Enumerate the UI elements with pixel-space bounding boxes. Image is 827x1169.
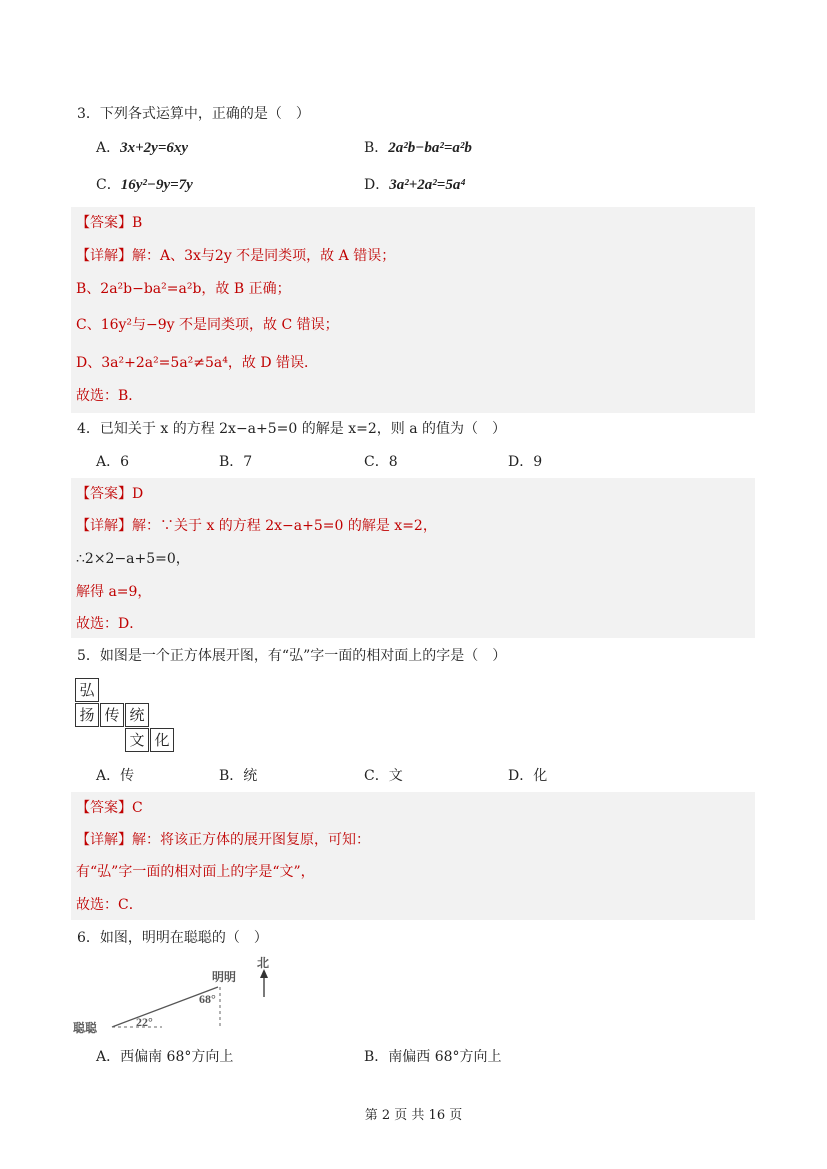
q5-answer-box	[71, 792, 755, 920]
q5-detail-line: 有“弘”字一面的相对面上的字是“文”，	[76, 864, 315, 880]
q5-option-c: C．文	[364, 768, 403, 784]
q4-stem: 4．已知关于 x 的方程 2x−a+5=0 的解是 x=2，则 a 的值为（ ）	[77, 421, 506, 437]
q4-detail-line: 【详解】解：∵关于 x 的方程 2x−a+5=0 的解是 x=2，	[76, 518, 437, 534]
net-cell: 统	[125, 703, 149, 727]
north-label: 北	[257, 956, 270, 970]
q4-option-c: C．8	[364, 454, 398, 470]
q4-answer: 【答案】D	[76, 486, 144, 502]
q4-detail-line: 解得 a=9，	[76, 584, 152, 600]
q5-stem: 5．如图是一个正方体展开图，有“弘”字一面的相对面上的字是（ ）	[77, 648, 507, 664]
q3-option-c	[96, 175, 193, 195]
q6-option-a: A．西偏南 68°方向上	[96, 1049, 234, 1065]
q3-option-c-label: C．	[96, 177, 121, 193]
q3-option-a-label: A．	[96, 140, 121, 156]
north-arrow-head	[260, 969, 268, 978]
mingming-label: 明明	[212, 970, 237, 984]
q5-option-b: B．统	[219, 768, 258, 784]
direction-figure	[70, 955, 290, 1037]
q4-detail-line: 故选：D．	[76, 616, 144, 632]
q3-option-a-expr: 3x+2y=6xy	[120, 140, 189, 156]
congcong-label: 聪聪	[73, 1021, 98, 1035]
q3-option-b	[364, 138, 472, 158]
q4-option-a: A．6	[96, 454, 130, 470]
q3-option-b-expr: 2a²b−ba²=a²b	[388, 140, 472, 156]
net-cell: 弘	[75, 678, 99, 702]
q4-answer-box	[71, 478, 755, 638]
q5-answer: 【答案】C	[76, 800, 143, 816]
q3-stem: 3．下列各式运算中，正确的是（ ）	[77, 106, 310, 122]
q5-option-d: D．化	[508, 768, 548, 784]
net-cell: 扬	[75, 703, 99, 727]
q3-option-a	[96, 138, 188, 158]
q3-option-d-label: D．	[364, 177, 390, 193]
q3-answer: 【答案】B	[76, 215, 143, 231]
q5-detail-line: 故选：C．	[76, 897, 143, 913]
q3-detail-line: 【详解】解：A、3x与2y 不是同类项，故 A 错误；	[76, 248, 396, 264]
q3-detail-line: C、16y²与−9y 不是同类项，故 C 错误；	[76, 317, 339, 333]
q5-detail-line: 【详解】解：将该正方体的展开图复原，可知：	[76, 832, 370, 848]
net-cell: 化	[150, 728, 174, 752]
angle-68-label: 68°	[199, 992, 216, 1006]
q4-detail-line: ∴2×2−a+5=0，	[76, 551, 190, 567]
q3-answer-box	[71, 207, 755, 413]
q5-option-a: A．传	[96, 768, 135, 784]
q3-detail-line: D、3a²+2a²=5a²≠5a⁴，故 D 错误．	[76, 355, 319, 371]
q3-option-c-expr: 16y²−9y=7y	[120, 177, 193, 193]
page-footer: 第 2 页 共 16 页	[364, 1108, 463, 1123]
net-cell: 文	[125, 728, 149, 752]
q4-option-d: D．9	[508, 454, 543, 470]
q4-option-b: B．7	[219, 454, 253, 470]
q6-stem: 6．如图，明明在聪聪的（ ）	[77, 930, 268, 946]
q3-option-b-label: B．	[364, 140, 389, 156]
q3-option-d-expr: 3a²+2a²=5a⁴	[389, 177, 466, 193]
cube-net-figure	[75, 678, 175, 754]
q6-option-b: B．南偏西 68°方向上	[364, 1049, 502, 1065]
q3-option-d	[364, 175, 466, 195]
angle-22-label: 22°	[136, 1015, 153, 1029]
q3-detail-line: 故选：B．	[76, 388, 143, 404]
net-cell: 传	[100, 703, 124, 727]
q3-detail-line: B、2a²b−ba²=a²b，故 B 正确；	[76, 281, 291, 297]
